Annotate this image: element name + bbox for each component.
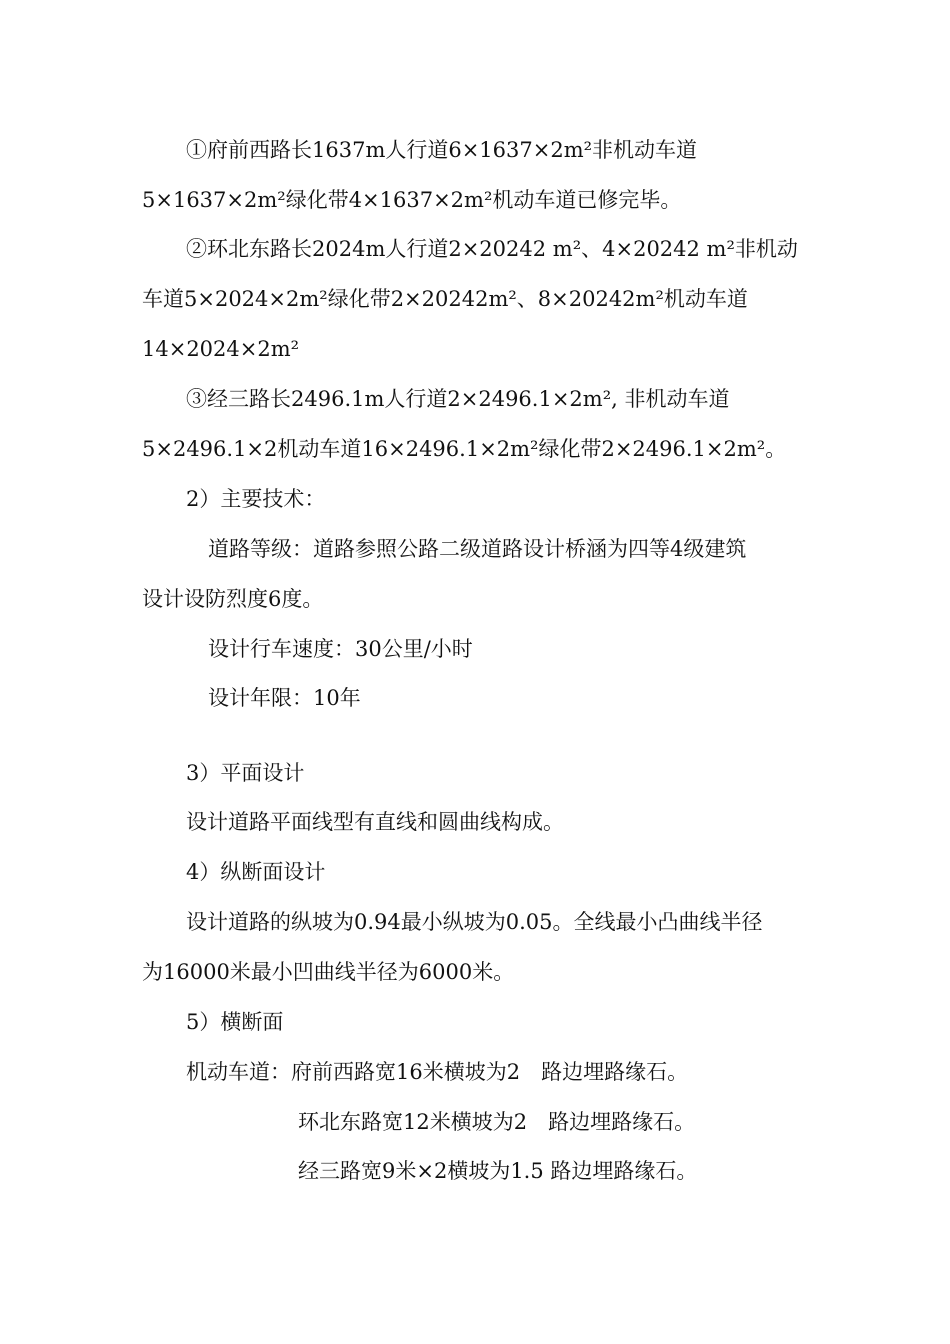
text-line: 14×2024×2m² [142, 337, 300, 361]
text-line: 经三路宽9米×2横坡为1.5 路边埋路缘石。 [298, 1159, 698, 1183]
section-heading: 4）纵断面设计 [186, 860, 326, 884]
text-line: 机动车道：府前西路宽16米横坡为2 路边埋路缘石。 [186, 1060, 689, 1084]
text-line: 设计设防烈度6度。 [142, 587, 324, 611]
section-heading: 2）主要技术： [186, 487, 326, 511]
text-line: 为16000米最小凹曲线半径为6000米。 [142, 960, 515, 984]
section-heading: 3）平面设计 [186, 761, 305, 785]
text-line: 设计道路的纵坡为0.94最小纵坡为0.05。全线最小凸曲线半径 [186, 910, 763, 934]
text-line: 5×2496.1×2机动车道16×2496.1×2m²绿化带2×2496.1×2m²。 [142, 437, 787, 461]
text-line: ③经三路长2496.1m人行道2×2496.1×2m², 非机动车道 [186, 387, 730, 411]
text-line: 设计行车速度：30公里/小时 [208, 637, 473, 661]
text-line: ②环北东路长2024m人行道2×20242 m²、4×20242 m²非机动 [186, 237, 798, 261]
text-line: 环北东路宽12米横坡为2 路边埋路缘石。 [298, 1110, 696, 1134]
text-line: 道路等级：道路参照公路二级道路设计桥涵为四等4级建筑 [208, 537, 747, 561]
text-line: ①府前西路长1637m人行道6×1637×2m²非机动车道 [186, 138, 698, 162]
section-heading: 5）横断面 [186, 1010, 284, 1034]
text-line: 设计道路平面线型有直线和圆曲线构成。 [186, 810, 564, 834]
text-line: 5×1637×2m²绿化带4×1637×2m²机动车道已修完毕。 [142, 188, 682, 212]
text-line: 车道5×2024×2m²绿化带2×20242m²、8×20242m²机动车道 [142, 287, 748, 311]
text-line: 设计年限：10年 [208, 686, 361, 710]
